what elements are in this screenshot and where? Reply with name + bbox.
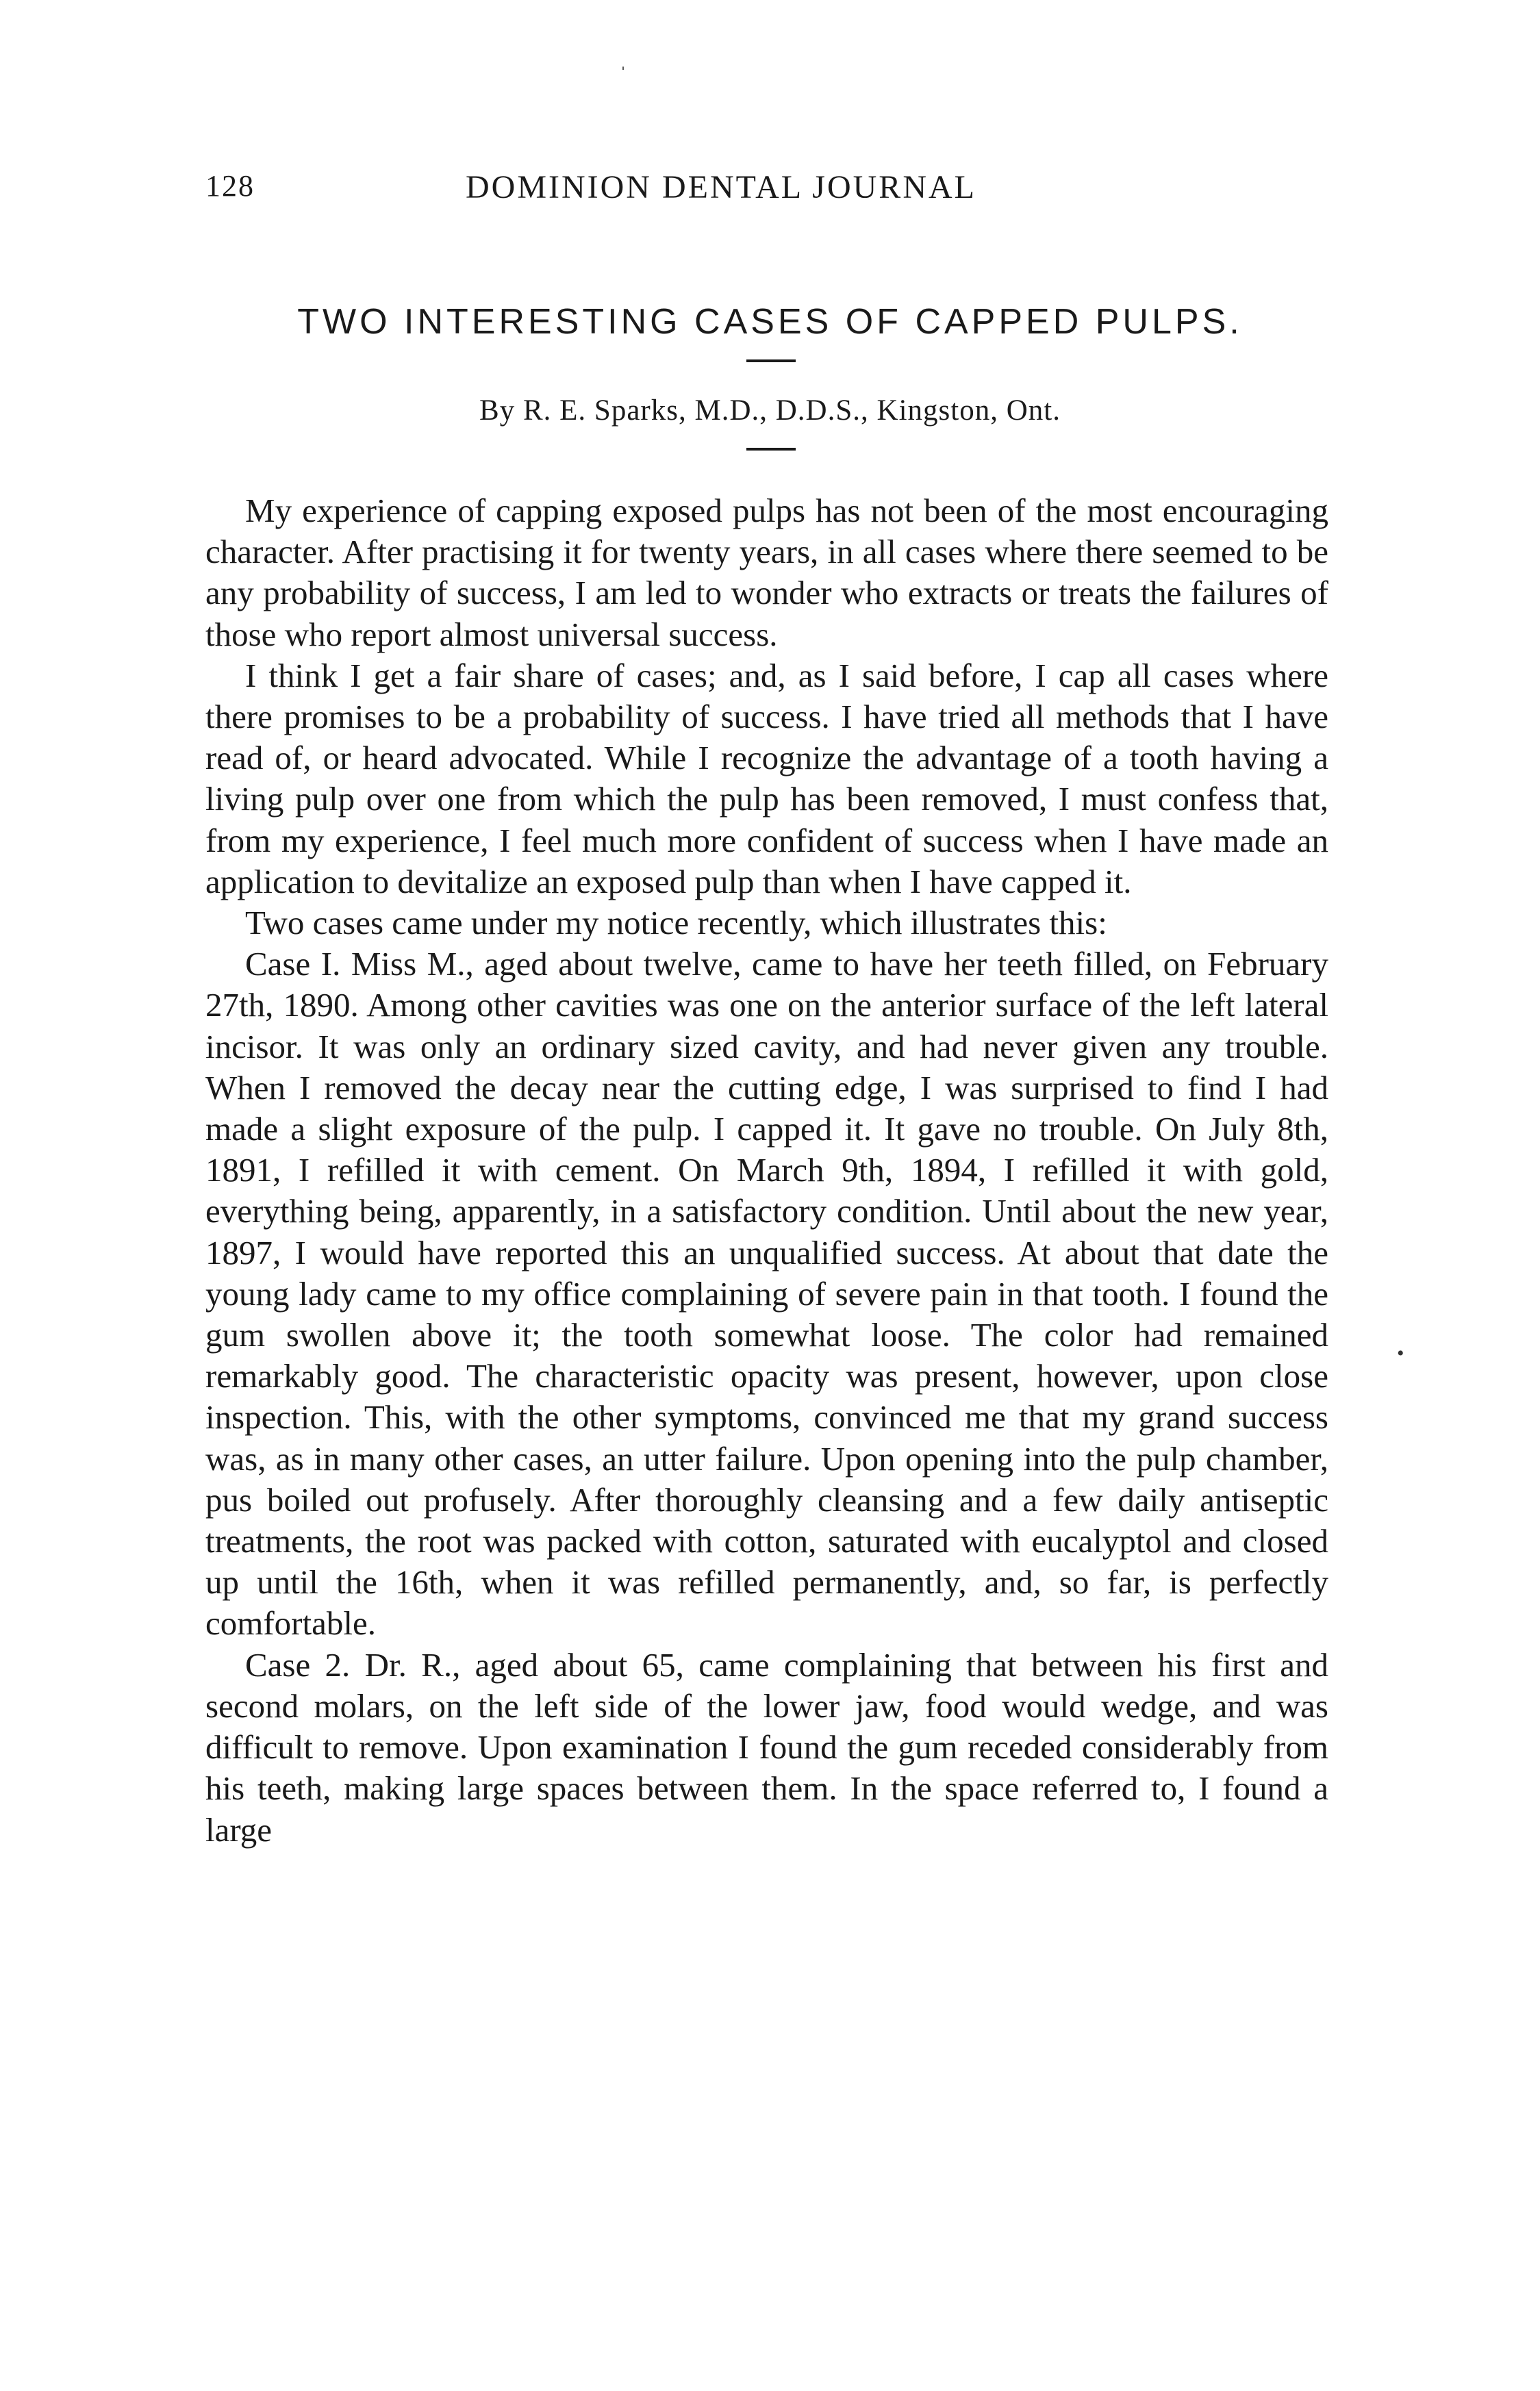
title-divider	[746, 359, 796, 362]
paragraph: My experience of capping exposed pulps has not been of the most encouraging character. After practising it for twenty years, in all cases where there seemed to be any probability of success, I am led to wonder who extracts or treats the failures of those who report almost universal success.	[205, 492, 1328, 653]
article-byline: By R. E. Sparks, M.D., D.D.S., Kingston, Ont.	[479, 394, 1061, 427]
paragraph: I think I get a fair share of cases; and, as I said before, I cap all cases where there promises to be a probability of success. I have tried all methods that I have read of, or heard advocated. While I recognize the advantage of a tooth having a living pulp over one from which the pulp has been removed, I must confess that, from my experience, I feel much more confident of success when I have made an application to devitalize an exposed pulp than when I have capped it.	[205, 656, 1328, 900]
print-speck: •	[1397, 1342, 1404, 1365]
article-title: TWO INTERESTING CASES OF CAPPED PULPS.	[297, 302, 1243, 342]
journal-name: DOMINION DENTAL JOURNAL	[466, 169, 976, 205]
page-number: 128	[205, 169, 255, 203]
article-body	[205, 490, 1328, 1851]
paragraph: Case 2. Dr. R., aged about 65, came complaining that between his first and second molars, on the left side of the lower jaw, food would wedge, and was difficult to remove. Upon examination I found the gum receded considerably from his teeth, making large spaces between them. In the space referred to, I found a large	[205, 1645, 1328, 1849]
byline-divider	[746, 448, 796, 451]
print-speck: ˈ	[620, 63, 627, 86]
running-head	[205, 168, 1328, 216]
paragraph: Two cases came under my notice recently, which illustrates this:	[245, 904, 1107, 942]
paragraph: Case I. Miss M., aged about twelve, came to have her teeth filled, on February 27th, 1890. Among other cavities was one on the anterior surface of the left lateral incisor. It was only an ordinary sized cavity, and had never given any trouble. When I removed the decay near the cutting edge, I was surprised to find I had made a slight exposure of the pulp. I capped it. It gave no trouble. On July 8th, 1891, I refilled it with cement. On March 9th, 1894, I refilled it with gold, everything being, apparently, in a satisfactory condition. Until about the new year, 1897, I would have reported this an unqualified success. At about that date the young lady came to my office complaining of severe pain in that tooth. I found the gum swollen above it; the tooth somewhat loose. The color had remained remarkably good. The characteristic opacity was present, however, upon close inspection. This, with the other symptoms, convinced me that my grand success was, as in many other cases, an utter failure. Upon opening into the pulp chamber, pus boiled out profusely. After thoroughly cleansing and a few daily antiseptic treatments, the root was packed with cotton, saturated with eucalyptol and closed up until the 16th, when it was refilled permanently, and, so far, is perfectly comfortable.	[205, 945, 1328, 1643]
